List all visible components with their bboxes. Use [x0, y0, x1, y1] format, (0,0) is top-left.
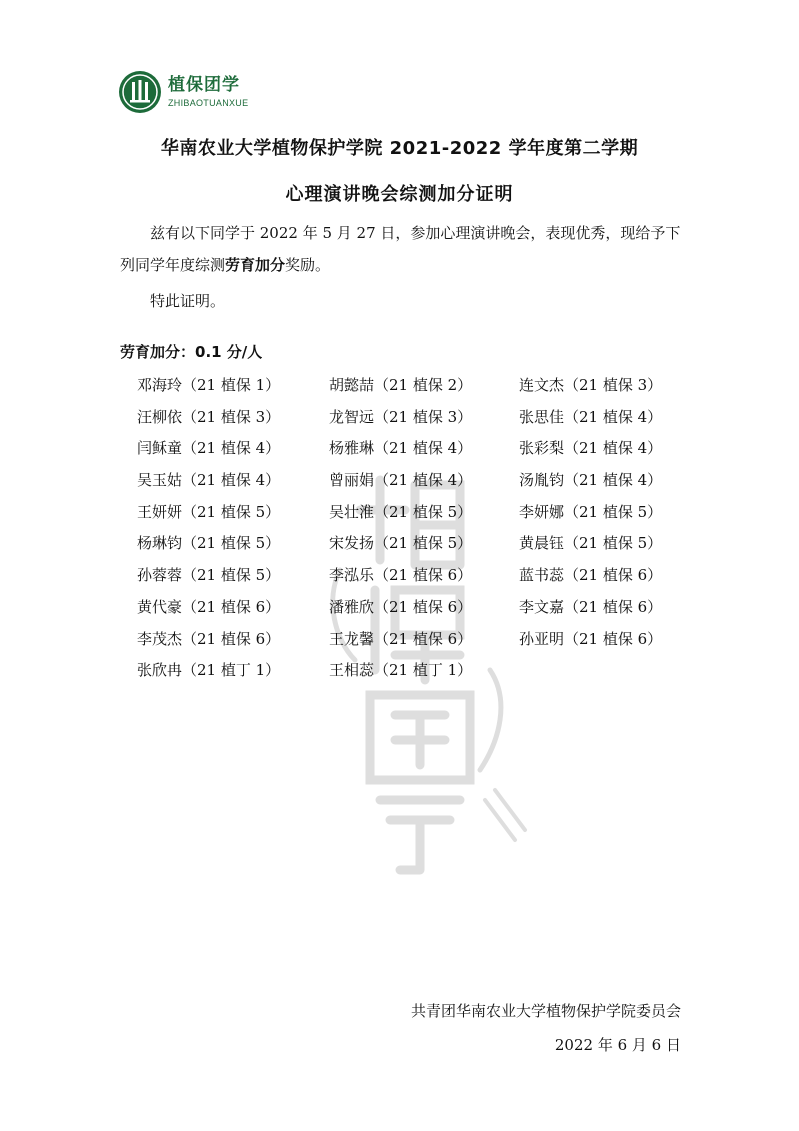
student-name: 李泓乐（21 植保 6） [329, 566, 473, 585]
issue-date: 2022 年 6 月 6 日 [554, 1036, 681, 1054]
student-list [137, 370, 697, 687]
student-name: 汪柳依（21 植保 3） [137, 407, 281, 426]
student-name: 吴壮淮（21 植保 5） [329, 502, 473, 521]
logo-text [168, 74, 249, 108]
student-name: 王龙馨（21 植保 6） [329, 629, 473, 648]
student-name: 杨琳钧（21 植保 5） [137, 534, 281, 553]
student-name: 杨雅琳（21 植保 4） [329, 439, 473, 458]
header-logo [118, 70, 248, 114]
body-paragraph [120, 217, 688, 281]
document-subtitle: 心理演讲晚会综测加分证明 [285, 184, 514, 205]
student-name: 李文嘉（21 植保 6） [519, 597, 663, 616]
student-name: 张思佳（21 植保 4） [519, 407, 663, 426]
certification-note: 特此证明。 [150, 292, 226, 310]
student-name: 连文杰（21 植保 3） [519, 376, 663, 394]
student-name: 张彩梨（21 植保 4） [519, 439, 663, 458]
logo-english-name: ZHIBAOTUANXUE [168, 97, 249, 108]
logo-chinese-name: 植保团学 [168, 74, 240, 95]
logo-emblem-icon [118, 70, 162, 114]
body-bold-text: 劳育加分 [225, 256, 286, 274]
student-name: 李妍娜（21 植保 5） [519, 502, 663, 521]
student-name: 王妍妍（21 植保 5） [137, 502, 281, 521]
student-name: 孙亚明（21 植保 6） [519, 629, 663, 648]
student-name: 龙智远（21 植保 3） [329, 407, 473, 426]
student-name: 闫稣童（21 植保 4） [137, 439, 281, 458]
award-label: 劳育加分：0.1 分/人 [120, 343, 263, 361]
document-title: 华南农业大学植物保护学院 2021-2022 学年度第二学期 [160, 138, 639, 159]
student-name: 黄晨钰（21 植保 5） [519, 534, 663, 553]
student-name: 黄代豪（21 植保 6） [137, 597, 281, 616]
student-name: 邓海玲（21 植保 1） [137, 376, 281, 394]
student-name: 蓝书蕊（21 植保 6） [519, 566, 663, 585]
student-name: 潘雅欣（21 植保 6） [329, 597, 473, 616]
student-name: 李茂杰（21 植保 6） [137, 629, 281, 648]
student-name: 吴玉姑（21 植保 4） [137, 471, 281, 490]
body-text-before: 兹有以下同学于 2022 年 5 月 27 日，参加心理演讲晚会，表现优秀，现给予下列同学年度综测 [120, 224, 681, 274]
student-name: 张欣冉（21 植丁 1） [137, 661, 281, 680]
issuer-signature: 共青团华南农业大学植物保护学院委员会 [410, 1002, 681, 1020]
student-name: 胡懿喆（21 植保 2） [329, 376, 473, 394]
body-text-after: 奖励。 [285, 256, 331, 274]
student-name: 孙蓉蓉（21 植保 5） [137, 566, 281, 585]
student-name: 王相蕊（21 植丁 1） [329, 661, 473, 680]
student-name: 汤胤钧（21 植保 4） [519, 471, 663, 490]
student-name: 宋发扬（21 植保 5） [329, 534, 473, 553]
student-name: 曾丽娟（21 植保 4） [329, 471, 473, 490]
